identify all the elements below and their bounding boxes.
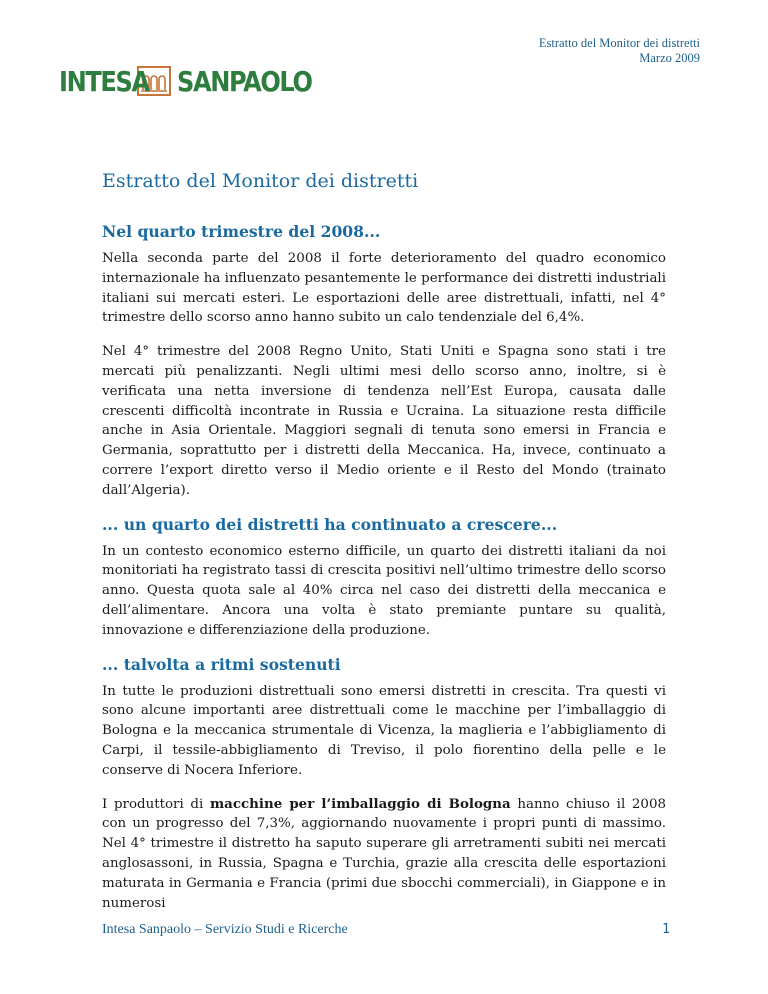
logo-word-intesa: INTESA bbox=[59, 64, 149, 98]
paragraph: In un contesto economico esterno difficile, un quarto dei distretti italiani da noi monitoriati ha registrato tassi di crescita positivi nell’ultimo trimestre dello scorso anno. Questa quota sale al 40% circa nel caso dei distretti della meccanica e dell’alimentare. Ancora una volta è stato premiante puntare su qualità, innovazione e differenziazione della produzione. bbox=[102, 543, 666, 638]
header-date: Marzo 2009 bbox=[639, 51, 700, 65]
paragraph: In tutte le produzioni distrettuali sono emersi distretti in crescita. Tra questi vi sono alcune importanti aree distrettuali come le macchine per l’imballaggio di Bologna e la meccanica strumentale di Vicenza, la maglieria e l’abbigliamento di Carpi, il tessile-abbigliamento di Treviso, il polo fiorentino della pelle e le conserve di Nocera Inferiore. bbox=[102, 683, 666, 778]
paragraph-bologna-packaging bbox=[102, 795, 666, 914]
header-doc-label: Estratto del Monitor dei distretti bbox=[538, 36, 700, 50]
document-title: Estratto del Monitor dei distretti bbox=[102, 170, 419, 192]
footer-source: Intesa Sanpaolo – Servizio Studi e Ricerche bbox=[102, 922, 348, 937]
section-heading-sustained-pace: ... talvolta a ritmi sostenuti bbox=[102, 654, 341, 674]
section-heading-quarter-growing: ... un quarto dei distretti ha continuato a crescere... bbox=[102, 514, 558, 534]
paragraph: Nel 4° trimestre del 2008 Regno Unito, Stati Uniti e Spagna sono stati i tre mercati più penalizzanti. Negli ultimi mesi dello scorso anno, inoltre, si è verificata una netta inversione di tendenza nell’Est Europa, causata dalle crescenti difficoltà incontrate in Russia e Ucraina. La situazione resta difficile anche in Asia Orientale. Maggiori segnali di tenuta sono emersi in Francia e Germania, soprattutto per i distretti della Meccanica. Ha, invece, continuato a correre l’export diretto verso il Medio oriente e il Resto del Mondo (trainato dall’Algeria). bbox=[102, 344, 666, 498]
paragraph: Nella seconda parte del 2008 il forte deterioramento del quadro economico internazionale ha influenzato pesantemente le performance dei distretti industriali italiani sui mercati esteri. Le esportazioni delle aree distrettuali, infatti, nel 4° trimestre dello scorso anno hanno subito un calo tendenziale del 6,4%. bbox=[102, 251, 666, 326]
page-footer bbox=[102, 922, 670, 938]
section-heading-q4-2008: Nel quarto trimestre del 2008... bbox=[102, 222, 381, 241]
running-header bbox=[539, 36, 700, 66]
paragraph-text: hanno chiuso il 2008 con un progresso del 7,3%, aggiornando nuovamente i propri punti di massimo. Nel 4° trimestre il distretto ha saputo superare gli arretramenti subiti nei mercati anglosassoni, in Russia, Spagna e Turchia, grazie alla crescita delle esportazioni maturata in Germania e Francia (primi due sbocchi commerciali), in Giappone e in numerosi bbox=[102, 796, 666, 911]
intesa-sanpaolo-logo bbox=[59, 64, 334, 98]
page-number: 1 bbox=[662, 922, 670, 937]
logo-word-sanpaolo: SANPAOLO bbox=[177, 64, 312, 98]
emphasis-text: macchine per l’imballaggio di Bologna bbox=[209, 795, 511, 812]
document-body bbox=[102, 222, 666, 927]
paragraph-text: I produttori di bbox=[102, 796, 210, 812]
